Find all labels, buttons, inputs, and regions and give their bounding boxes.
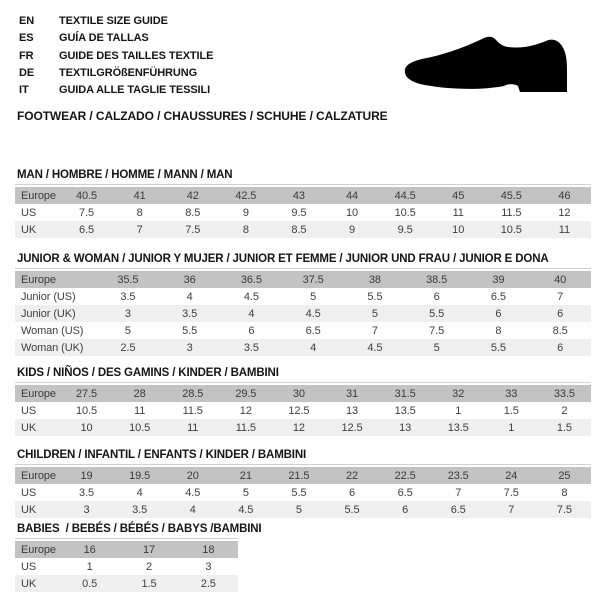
size-cell: 4 bbox=[282, 339, 344, 356]
row-label: Junior (US) bbox=[21, 290, 76, 303]
size-cell: 10.5 bbox=[485, 221, 538, 238]
size-cell: 10 bbox=[60, 419, 113, 436]
size-cell: 11.5 bbox=[182, 404, 203, 417]
dress-shoe-icon bbox=[398, 30, 578, 96]
size-cell: 21 bbox=[219, 467, 272, 484]
row-label: US bbox=[21, 404, 37, 417]
section-title: MAN / HOMBRE / HOMME / MANN / MAN bbox=[17, 169, 233, 181]
language-label: GUÍA DE TALLAS bbox=[59, 32, 149, 45]
size-cell: 8.5 bbox=[185, 206, 201, 219]
row-label: UK bbox=[15, 221, 60, 238]
babies-size-table bbox=[15, 541, 238, 592]
language-row-de bbox=[19, 65, 213, 82]
children-size-table bbox=[15, 467, 591, 518]
row-label: Europe bbox=[15, 187, 60, 204]
language-label: GUIDA ALLE TAGLIE TESSILI bbox=[59, 84, 211, 97]
section-man bbox=[15, 169, 591, 238]
size-cell: 5.5 bbox=[468, 339, 530, 356]
size-cell: 36 bbox=[159, 271, 221, 288]
table-row bbox=[15, 541, 238, 558]
size-cell: 6.5 bbox=[490, 290, 506, 303]
size-cell: 43 bbox=[272, 187, 325, 204]
size-cell: 44.5 bbox=[379, 187, 432, 204]
size-cell: 22.5 bbox=[379, 467, 432, 484]
size-cell: 4.5 bbox=[219, 501, 272, 518]
size-cell: 5 bbox=[310, 290, 317, 303]
size-table-wrap bbox=[15, 464, 591, 518]
size-cell: 33.5 bbox=[538, 385, 591, 402]
size-cell: 4 bbox=[136, 486, 143, 499]
size-cell: 4 bbox=[221, 305, 283, 322]
language-label: TEXTILE SIZE GUIDE bbox=[59, 15, 168, 27]
size-cell: 42.5 bbox=[219, 187, 272, 204]
section-babies bbox=[15, 523, 591, 592]
size-cell: 0.5 bbox=[60, 575, 119, 592]
row-label: UK bbox=[15, 501, 60, 518]
table-row bbox=[15, 322, 591, 339]
size-cell: 3.5 bbox=[159, 305, 221, 322]
size-cell: 16 bbox=[60, 541, 119, 558]
row-label: US bbox=[21, 560, 37, 573]
row-label: Europe bbox=[15, 385, 60, 402]
size-cell: 9 bbox=[325, 221, 378, 238]
size-cell: 41 bbox=[113, 187, 166, 204]
size-cell: 22 bbox=[325, 467, 378, 484]
size-cell: 7 bbox=[485, 501, 538, 518]
size-cell: 11.5 bbox=[219, 419, 272, 436]
size-cell: 9.5 bbox=[379, 221, 432, 238]
row-label: US bbox=[21, 206, 37, 219]
language-code: EN bbox=[19, 15, 35, 27]
kids-size-table bbox=[15, 385, 591, 436]
size-cell: 5 bbox=[242, 486, 249, 499]
size-cell: 36.5 bbox=[221, 271, 283, 288]
language-code: ES bbox=[19, 32, 34, 45]
size-cell: 27.5 bbox=[60, 385, 113, 402]
size-cell: 37.5 bbox=[282, 271, 344, 288]
size-cell: 9.5 bbox=[291, 206, 307, 219]
size-cell: 29.5 bbox=[219, 385, 272, 402]
row-label: UK bbox=[15, 575, 60, 592]
size-cell: 12.5 bbox=[325, 419, 378, 436]
size-cell: 3.5 bbox=[79, 486, 95, 499]
size-cell: 45 bbox=[432, 187, 485, 204]
size-cell: 13.5 bbox=[394, 404, 416, 417]
size-cell: 10.5 bbox=[76, 404, 98, 417]
size-cell: 9 bbox=[242, 206, 249, 219]
size-cell: 45.5 bbox=[485, 187, 538, 204]
table-row bbox=[15, 204, 591, 221]
size-table-wrap bbox=[15, 382, 591, 436]
size-cell: 1 bbox=[455, 404, 462, 417]
row-label: US bbox=[21, 486, 37, 499]
size-cell: 7 bbox=[557, 290, 564, 303]
size-cell: 5 bbox=[406, 339, 468, 356]
size-cell: 19 bbox=[60, 467, 113, 484]
size-cell: 11 bbox=[538, 221, 591, 238]
section-kids bbox=[15, 367, 591, 436]
table-row bbox=[15, 558, 238, 575]
size-cell: 32 bbox=[432, 385, 485, 402]
size-cell: 13.5 bbox=[432, 419, 485, 436]
size-cell: 8.5 bbox=[552, 324, 568, 337]
size-cell: 8.5 bbox=[272, 221, 325, 238]
table-row bbox=[15, 419, 591, 436]
size-cell: 3 bbox=[97, 305, 159, 322]
size-cell: 4 bbox=[186, 290, 193, 303]
size-cell: 4.5 bbox=[344, 339, 406, 356]
size-cell: 25 bbox=[538, 467, 591, 484]
size-cell: 4.5 bbox=[282, 305, 344, 322]
size-cell: 1.5 bbox=[503, 404, 519, 417]
size-cell: 21.5 bbox=[272, 467, 325, 484]
size-table-wrap bbox=[15, 538, 238, 592]
size-cell: 8 bbox=[561, 486, 568, 499]
size-cell: 12 bbox=[558, 206, 571, 219]
size-cell: 3.5 bbox=[221, 339, 283, 356]
size-cell: 6.5 bbox=[397, 486, 413, 499]
size-cell: 10.5 bbox=[394, 206, 416, 219]
size-cell: 11 bbox=[134, 404, 146, 417]
table-row bbox=[15, 402, 591, 419]
row-label: Woman (US) bbox=[21, 324, 84, 337]
section-junior-woman bbox=[15, 253, 591, 356]
size-cell: 10 bbox=[432, 221, 485, 238]
size-cell: 1 bbox=[485, 419, 538, 436]
size-cell: 6.5 bbox=[305, 324, 321, 337]
size-cell: 5 bbox=[124, 324, 131, 337]
size-cell: 6.5 bbox=[60, 221, 113, 238]
size-cell: 3 bbox=[205, 560, 212, 573]
size-cell: 7.5 bbox=[503, 486, 519, 499]
table-row bbox=[15, 501, 591, 518]
size-cell: 1.5 bbox=[538, 419, 591, 436]
size-cell: 1.5 bbox=[119, 575, 178, 592]
language-code: IT bbox=[19, 84, 29, 97]
size-cell: 8 bbox=[136, 206, 143, 219]
size-cell: 28 bbox=[113, 385, 166, 402]
row-label: UK bbox=[15, 419, 60, 436]
size-cell: 28.5 bbox=[166, 385, 219, 402]
size-cell: 8 bbox=[495, 324, 502, 337]
language-label: GUIDE DES TAILLES TEXTILE bbox=[59, 49, 214, 62]
size-cell: 2.5 bbox=[179, 575, 238, 592]
row-label: Europe bbox=[15, 467, 60, 484]
size-cell: 33 bbox=[485, 385, 538, 402]
size-cell: 4.5 bbox=[185, 486, 201, 499]
size-cell: 4.5 bbox=[243, 290, 259, 303]
size-cell: 46 bbox=[538, 187, 591, 204]
size-cell: 6 bbox=[433, 290, 440, 303]
size-cell: 44 bbox=[325, 187, 378, 204]
man-size-table bbox=[15, 187, 591, 238]
size-cell: 6 bbox=[529, 339, 591, 356]
size-cell: 7 bbox=[113, 221, 166, 238]
language-row-it bbox=[19, 82, 213, 99]
size-cell: 39 bbox=[468, 271, 530, 288]
language-code: DE bbox=[19, 66, 35, 79]
size-cell: 7.5 bbox=[166, 221, 219, 238]
size-table-wrap bbox=[15, 268, 591, 356]
size-cell: 2 bbox=[145, 560, 152, 573]
size-cell: 5.5 bbox=[291, 486, 307, 499]
size-cell: 6 bbox=[529, 305, 591, 322]
table-row bbox=[15, 271, 591, 288]
row-label: Europe bbox=[15, 541, 60, 558]
section-children bbox=[15, 449, 591, 518]
size-cell: 31 bbox=[325, 385, 378, 402]
size-cell: 7.5 bbox=[429, 324, 445, 337]
size-cell: 24 bbox=[485, 467, 538, 484]
size-cell: 2.5 bbox=[97, 339, 159, 356]
size-cell: 13 bbox=[379, 419, 432, 436]
size-cell: 6 bbox=[349, 486, 356, 499]
size-cell: 19.5 bbox=[113, 467, 166, 484]
size-cell: 7.5 bbox=[538, 501, 591, 518]
table-row bbox=[15, 467, 591, 484]
size-cell: 6 bbox=[468, 305, 530, 322]
size-cell: 5 bbox=[344, 305, 406, 322]
table-row bbox=[15, 339, 591, 356]
size-table-wrap bbox=[15, 184, 591, 238]
size-cell: 31.5 bbox=[379, 385, 432, 402]
row-label: Junior (UK) bbox=[15, 305, 97, 322]
size-cell: 18 bbox=[179, 541, 238, 558]
junior-woman-size-table bbox=[15, 271, 591, 356]
size-cell: 11 bbox=[166, 419, 219, 436]
size-cell: 17 bbox=[119, 541, 178, 558]
size-cell: 7 bbox=[455, 486, 462, 499]
language-list bbox=[19, 13, 213, 99]
size-cell: 10.5 bbox=[113, 419, 166, 436]
size-cell: 8 bbox=[219, 221, 272, 238]
size-cell: 5.5 bbox=[367, 290, 383, 303]
size-cell: 20 bbox=[166, 467, 219, 484]
language-row-en bbox=[19, 13, 213, 30]
language-label: TEXTILGRÖßENFÜHRUNG bbox=[59, 66, 198, 79]
size-cell: 6 bbox=[379, 501, 432, 518]
size-cell: 40 bbox=[529, 271, 591, 288]
section-title: JUNIOR & WOMAN / JUNIOR Y MUJER / JUNIOR ET FEMME / JUNIOR UND FRAU / JUNIOR E DONA bbox=[17, 253, 549, 265]
size-cell: 5.5 bbox=[325, 501, 378, 518]
section-title: KIDS / NIÑOS / DES GAMINS / KINDER / BAMBINI bbox=[17, 367, 279, 379]
row-label: Woman (UK) bbox=[15, 339, 97, 356]
size-cell: 10 bbox=[345, 206, 359, 219]
size-cell: 7.5 bbox=[79, 206, 95, 219]
size-cell: 3.5 bbox=[120, 290, 136, 303]
size-cell: 23.5 bbox=[432, 467, 485, 484]
table-row bbox=[15, 288, 591, 305]
size-cell: 11.5 bbox=[501, 206, 522, 219]
size-cell: 12 bbox=[272, 419, 325, 436]
size-cell: 3.5 bbox=[113, 501, 166, 518]
size-cell: 5.5 bbox=[406, 305, 468, 322]
language-code: FR bbox=[19, 49, 34, 62]
size-cell: 7 bbox=[371, 324, 378, 337]
size-cell: 6 bbox=[248, 324, 255, 337]
category-heading: FOOTWEAR / CALZADO / CHAUSSURES / SCHUHE / CALZATURE bbox=[17, 109, 388, 123]
size-cell: 1 bbox=[86, 560, 93, 573]
size-cell: 30 bbox=[272, 385, 325, 402]
size-cell: 38 bbox=[344, 271, 406, 288]
table-row bbox=[15, 575, 238, 592]
table-row bbox=[15, 305, 591, 322]
size-cell: 6.5 bbox=[432, 501, 485, 518]
size-cell: 2 bbox=[561, 404, 568, 417]
table-row bbox=[15, 221, 591, 238]
table-row bbox=[15, 385, 591, 402]
size-cell: 11 bbox=[452, 206, 464, 219]
size-cell: 4 bbox=[166, 501, 219, 518]
section-title: BABIES / BEBÉS / BÉBÉS / BABYS /BAMBINI bbox=[17, 523, 262, 535]
size-cell: 5 bbox=[272, 501, 325, 518]
size-cell: 38.5 bbox=[406, 271, 468, 288]
size-cell: 3 bbox=[60, 501, 113, 518]
size-cell: 13 bbox=[345, 404, 359, 417]
language-row-fr bbox=[19, 48, 213, 65]
language-row-es bbox=[19, 30, 213, 47]
size-cell: 5.5 bbox=[182, 324, 198, 337]
row-label: Europe bbox=[15, 271, 97, 288]
size-cell: 42 bbox=[166, 187, 219, 204]
table-row bbox=[15, 484, 591, 501]
size-cell: 12 bbox=[239, 404, 252, 417]
section-title: CHILDREN / INFANTIL / ENFANTS / KINDER / BAMBINI bbox=[17, 449, 307, 461]
size-cell: 3 bbox=[159, 339, 221, 356]
size-cell: 12.5 bbox=[288, 404, 310, 417]
size-cell: 35.5 bbox=[97, 271, 159, 288]
size-cell: 40.5 bbox=[60, 187, 113, 204]
table-row bbox=[15, 187, 591, 204]
